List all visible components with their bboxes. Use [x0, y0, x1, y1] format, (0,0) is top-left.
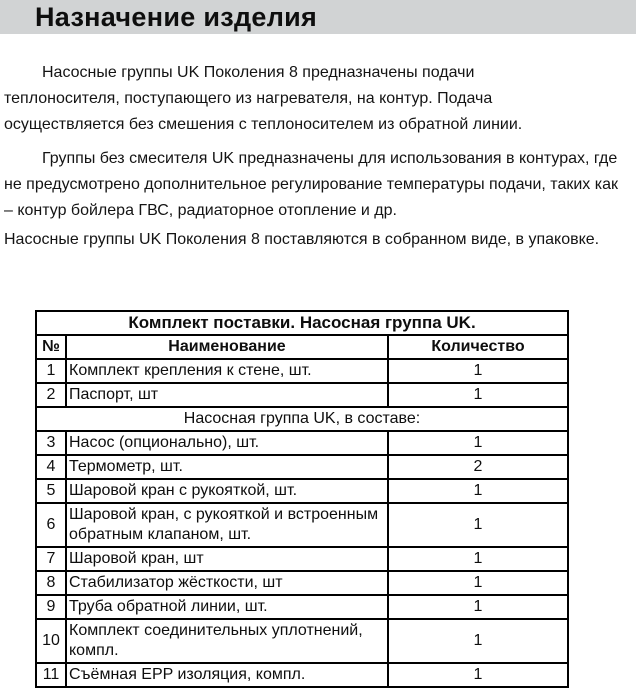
table-row — [36, 431, 568, 455]
item-name-cell: Комплект крепления к стене, шт. — [66, 359, 388, 383]
column-header-qty: Количество — [388, 335, 568, 359]
quantity-cell: 1 — [388, 383, 568, 407]
table-row — [36, 571, 568, 595]
quantity-cell: 1 — [388, 431, 568, 455]
table-row — [36, 595, 568, 619]
paragraph-delivery — [4, 227, 632, 253]
text-line: осуществляется без смешения с теплоносителем из обратной линии. — [4, 116, 523, 133]
quantity-cell: 1 — [388, 571, 568, 595]
group-header-row — [36, 407, 568, 431]
text-line: не предусмотрено дополнительное регулирование температуры подачи, таких как — [4, 176, 618, 193]
row-number-cell: 1 — [36, 359, 66, 383]
item-name-cell: Термометр, шт. — [66, 455, 388, 479]
column-header-name: Наименование — [66, 335, 388, 359]
table-title: Комплект поставки. Насосная группа UK. — [36, 311, 568, 335]
row-number-cell: 11 — [36, 663, 66, 687]
text-line: – контур бойлера ГВС, радиаторное отопление и др. — [4, 202, 397, 219]
item-name-cell: Шаровой кран, с рукояткой и встроенным обратным клапаном, шт. — [66, 503, 388, 547]
row-number-cell: 8 — [36, 571, 66, 595]
table-row — [36, 619, 568, 663]
document-body — [0, 60, 636, 688]
row-number-cell: 6 — [36, 503, 66, 547]
table-title-row — [36, 311, 568, 335]
item-name-cell: Паспорт, шт — [66, 383, 388, 407]
group-header-label: Насосная группа UK, в составе: — [36, 407, 568, 431]
row-number-cell: 9 — [36, 595, 66, 619]
quantity-cell: 1 — [388, 503, 568, 547]
title-bar — [0, 0, 636, 34]
table-row — [36, 503, 568, 547]
quantity-cell: 1 — [388, 619, 568, 663]
table-row — [36, 359, 568, 383]
item-name-cell: Стабилизатор жёсткости, шт — [66, 571, 388, 595]
table-row — [36, 547, 568, 571]
supply-table — [35, 310, 569, 688]
row-number-cell: 4 — [36, 455, 66, 479]
row-number-cell: 5 — [36, 479, 66, 503]
item-name-cell: Шаровой кран с рукояткой, шт. — [66, 479, 388, 503]
quantity-cell: 1 — [388, 663, 568, 687]
row-number-cell: 3 — [36, 431, 66, 455]
item-name-cell: Труба обратной линии, шт. — [66, 595, 388, 619]
item-name-cell: Комплект соединительных уплотнений, компл. — [66, 619, 388, 663]
table-header-row — [36, 335, 568, 359]
item-name-cell: Насос (опционально), шт. — [66, 431, 388, 455]
quantity-cell: 1 — [388, 479, 568, 503]
quantity-cell: 1 — [388, 359, 568, 383]
row-number-cell: 2 — [36, 383, 66, 407]
row-number-cell: 7 — [36, 547, 66, 571]
table-row — [36, 383, 568, 407]
quantity-cell: 1 — [388, 547, 568, 571]
paragraph-usage — [4, 146, 632, 224]
text-line: теплоносителя, поступающего из нагревателя, на контур. Подача — [4, 90, 493, 107]
paragraph-purpose — [4, 60, 632, 138]
item-name-cell: Съёмная EPP изоляция, компл. — [66, 663, 388, 687]
page-title: Назначение изделия — [35, 2, 318, 32]
row-number-cell: 10 — [36, 619, 66, 663]
text-line: Группы без смесителя UK предназначены для использования в контурах, где — [42, 150, 618, 167]
column-header-num: № — [36, 335, 66, 359]
table-row — [36, 479, 568, 503]
text-line: Насосные группы UK Поколения 8 поставляются в собранном виде, в упаковке. — [4, 231, 600, 248]
item-name-cell: Шаровой кран, шт — [66, 547, 388, 571]
table-row — [36, 663, 568, 687]
quantity-cell: 1 — [388, 595, 568, 619]
table-row — [36, 455, 568, 479]
text-line: Насосные группы UK Поколения 8 предназначены подачи — [42, 64, 475, 81]
quantity-cell: 2 — [388, 455, 568, 479]
